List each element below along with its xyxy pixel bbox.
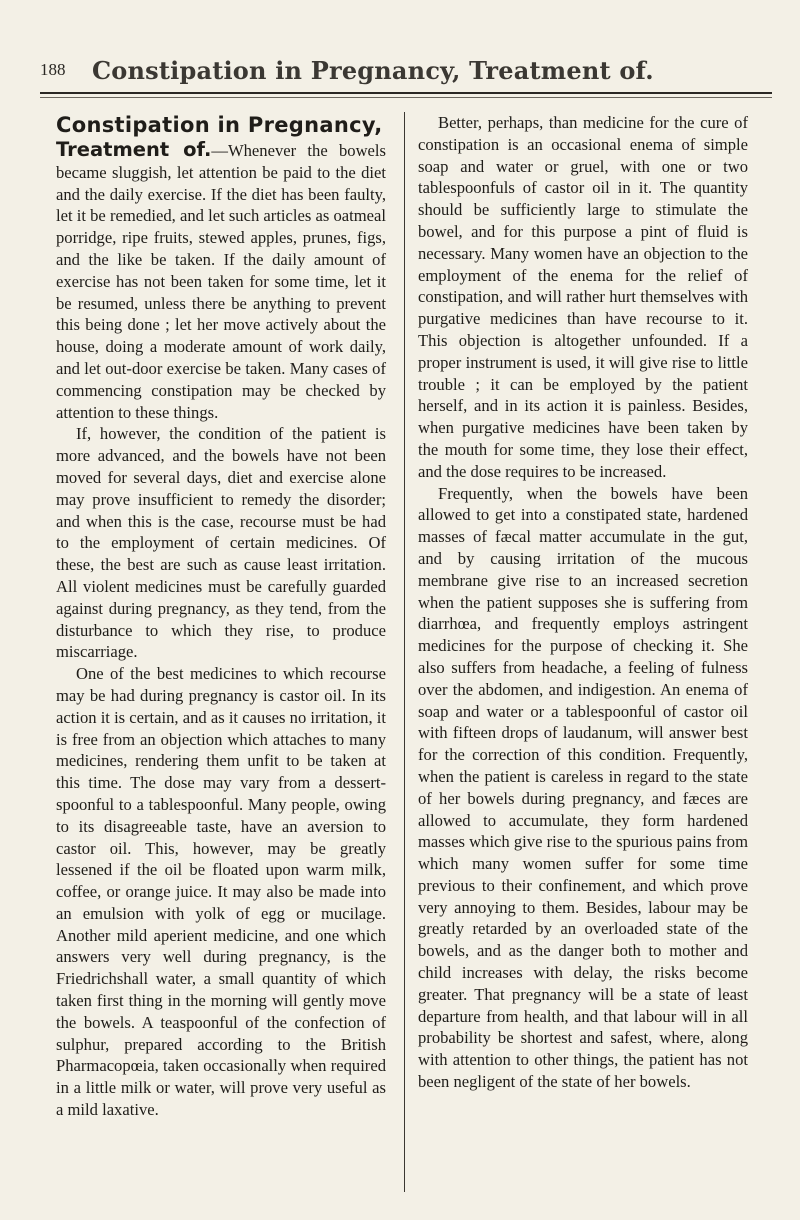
- article-title-continuation: Treatment of.: [56, 138, 212, 161]
- paragraph: One of the best medicines to which recourse may be had during pregnancy is castor oil. In its action it is certain, and as it causes no irritation, it is free from an objection which attaches to many medicines, rendering them unfit to be taken at this time. The dose may vary from a dessert-spoonful to a tablespoonful. Many people, owing to its disagreeable taste, have an aversion to castor oil. This, however, may be greatly lessened if the oil be floated upon warm milk, coffee, or orange juice. It may also be made into an emulsion with yolk of egg or mucilage. Another mild aperient medicine, and one which answers very well during pregnancy, is the Friedrichshall water, a small quantity of which taken first thing in the morning will gently move the bowels. A teaspoonful of the confection of sulphur, prepared according to the British Pharmacopœia, taken occasionally when required in a little milk or water, will prove very useful as a mild laxative.: [56, 664, 386, 1120]
- left-column: [56, 112, 386, 1121]
- column-divider: [404, 112, 405, 1192]
- article-title: Constipation in Pregnancy,: [56, 113, 383, 137]
- paragraph: Better, perhaps, than medicine for the cure of constipation is an occasional enema of simple soap and water or gruel, with one or two tablespoonfuls of castor oil in it. The quantity should be sufficiently large to stimulate the bowel, and for this purpose a pint of fluid is necessary. Many women have an objection to the employment of the enema for the relief of constipation, and will rather hurt themselves with purgative medicines than have recourse to it. This objection is altogether unfounded. If a proper instrument is used, it will give rise to little trouble ; it can be employed by the patient herself, and in its action it is painless. Besides, when purgative medicines have been taken by the mouth for some time, they lose their effect, and the dose requires to be increased.: [418, 113, 748, 481]
- page-header: [40, 56, 760, 90]
- running-head: Constipation in Pregnancy, Treatment of.: [92, 56, 654, 85]
- paragraph: [56, 139, 386, 423]
- paragraph: If, however, the condition of the patient is more advanced, and the bowels have not been moved for several days, diet and exercise alone may prove insufficient to remedy the disorder; and when this is the case, recourse must be had to the employment of certain medicines. Of these, the best are such as cause least irritation. All violent medicines must be carefully guarded against during pregnancy, as they tend, from the disturbance to which they rise, to produce miscarriage.: [56, 424, 386, 662]
- paragraph-text: —Whenever the bowels became sluggish, let attention be paid to the diet and the daily exercise. If the diet has been faulty, let it be remedied, and let such articles as oatmeal porridge, ripe fruits, stewed apples, prunes, figs, and the like be taken. If the daily amount of exercise has not been taken for some time, let it be resumed, unless there be anything to prevent this being done ; let her move actively about the house, doing a moderate amount of work daily, and let out-door exercise be taken. Many cases of commencing constipation may be checked by attention to these things.: [56, 141, 386, 422]
- paragraph: Frequently, when the bowels have been allowed to get into a constipated state, hardened masses of fæcal matter accumulate in the gut, and by causing irritation of the mucous membrane give rise to an increased secretion when the patient supposes she is suffering from diarrhœa, and frequently employs astringent medicines for the purpose of checking it. She also suffers from headache, a feeling of fulness over the abdomen, and indigestion. An enema of soap and water or a tablespoonful of castor oil with fifteen drops of laudanum, will answer best for the correction of this condition. Frequently, when the patient is careless in regard to the state of her bowels during pregnancy, and fæces are allowed to accumulate, they form hardened masses which give rise to the spurious pains from which many women suffer for some time previous to their confinement, and which prove very annoying to them. Besides, labour may be greatly retarded by an overloaded state of the bowels, and as the danger both to mother and child increases with delay, the risks become greater. That pregnancy will be a state of least departure from health, and that labour will in all probability be shortest and safest, where, along with attention to other things, the patient has not been negligent of the state of her bowels.: [418, 483, 748, 1092]
- header-rule: [40, 92, 772, 94]
- right-column: [418, 112, 748, 1093]
- page-number: 188: [40, 60, 66, 79]
- header-rule-thin: [40, 97, 772, 98]
